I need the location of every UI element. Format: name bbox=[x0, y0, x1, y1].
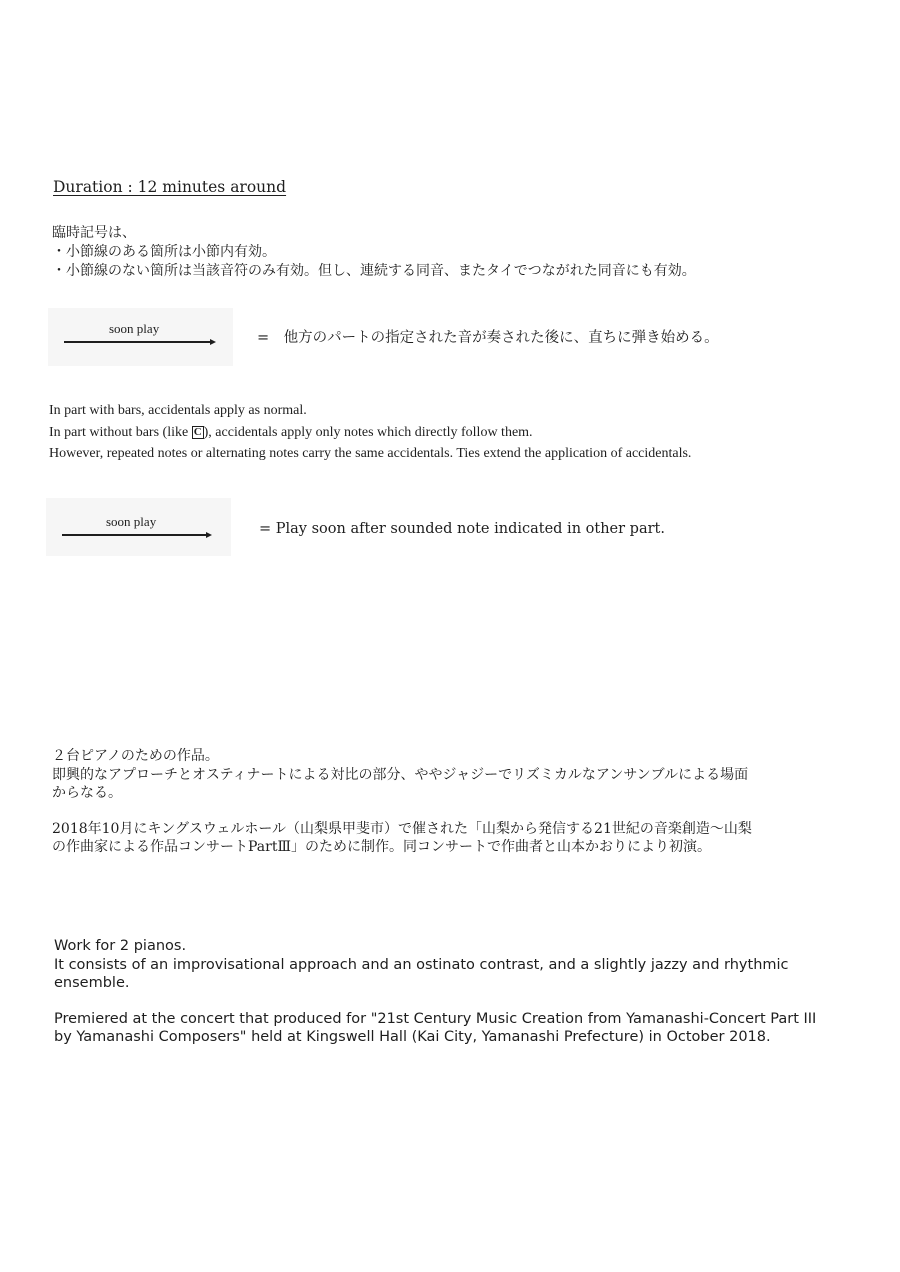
soon-play-definition-en: = Play soon after sounded note indicated in other part. bbox=[259, 521, 665, 537]
en-desc-line-1: Work for 2 pianos. bbox=[54, 938, 187, 954]
arrow-line-en bbox=[62, 534, 208, 536]
rules-intro: 臨時記号は、 bbox=[52, 225, 136, 241]
japanese-work-description bbox=[52, 747, 752, 857]
en-desc-line-5: by Yamanashi Composers" held at Kingswell Hall (Kai City, Yamanashi Prefecture) in October 2018. bbox=[54, 1029, 771, 1045]
rule-line-2-prefix: In part without bars (like bbox=[49, 424, 192, 440]
c-time-signature-icon: C bbox=[193, 425, 202, 438]
rule-with-bars: ・小節線のある箇所は小節内有効。 bbox=[52, 244, 276, 260]
english-accidental-rules bbox=[49, 400, 691, 465]
ja-desc-line-4: 2018年10月にキングスウェルホール（山梨県甲斐市）で催された「山梨から発信する21世紀の音楽創造〜山梨 bbox=[52, 820, 752, 837]
soon-play-label-en: soon play bbox=[106, 514, 157, 529]
rule-without-bars: ・小節線のない箇所は当該音符のみ有効。但し、連続する同音、またタイでつながれた同音にも有効。 bbox=[52, 263, 696, 279]
en-desc-line-3: ensemble. bbox=[54, 975, 130, 991]
soon-play-definition-ja: = 他方のパートの指定された音が奏された後に、直ちに弾き始める。 bbox=[257, 330, 719, 346]
ja-desc-line-2: 即興的なアプローチとオスティナートによる対比の部分、ややジャジーでリズミカルなアンサンブルによる場面 bbox=[52, 766, 749, 783]
japanese-accidental-rules bbox=[52, 224, 696, 281]
ja-desc-line-1: ２台ピアノのための作品。 bbox=[52, 748, 219, 764]
en-desc-line-4: Premiered at the concert that produced for "21st Century Music Creation from Yamanashi-Concert Part III bbox=[54, 1010, 817, 1027]
soon-play-symbol-en bbox=[46, 498, 231, 556]
duration-heading: Duration : 12 minutes around bbox=[53, 178, 287, 196]
rule-line-1: In part with bars, accidentals apply as normal. bbox=[49, 403, 307, 418]
ja-desc-line-3: からなる。 bbox=[52, 785, 122, 801]
soon-play-symbol bbox=[48, 308, 233, 366]
arrow-head-icon-en bbox=[206, 532, 212, 538]
arrow-head-icon bbox=[210, 339, 216, 345]
rule-line-3: However, repeated notes or alternating notes carry the same accidentals. Ties extend the application of accidentals. bbox=[49, 446, 692, 461]
english-work-description bbox=[54, 937, 816, 1047]
en-desc-line-2: It consists of an improvisational approach and an ostinato contrast, and a slightly jazzy and rhythmic bbox=[54, 956, 789, 973]
arrow-line bbox=[64, 341, 212, 343]
soon-play-label: soon play bbox=[109, 321, 160, 336]
rule-line-2 bbox=[49, 422, 691, 444]
rule-line-2-suffix: ), accidentals apply only notes which directly follow them. bbox=[203, 424, 533, 440]
ja-desc-line-5: の作曲家による作品コンサートPartⅢ」のために制作。同コンサートで作曲者と山本かおりにより初演。 bbox=[52, 839, 711, 855]
